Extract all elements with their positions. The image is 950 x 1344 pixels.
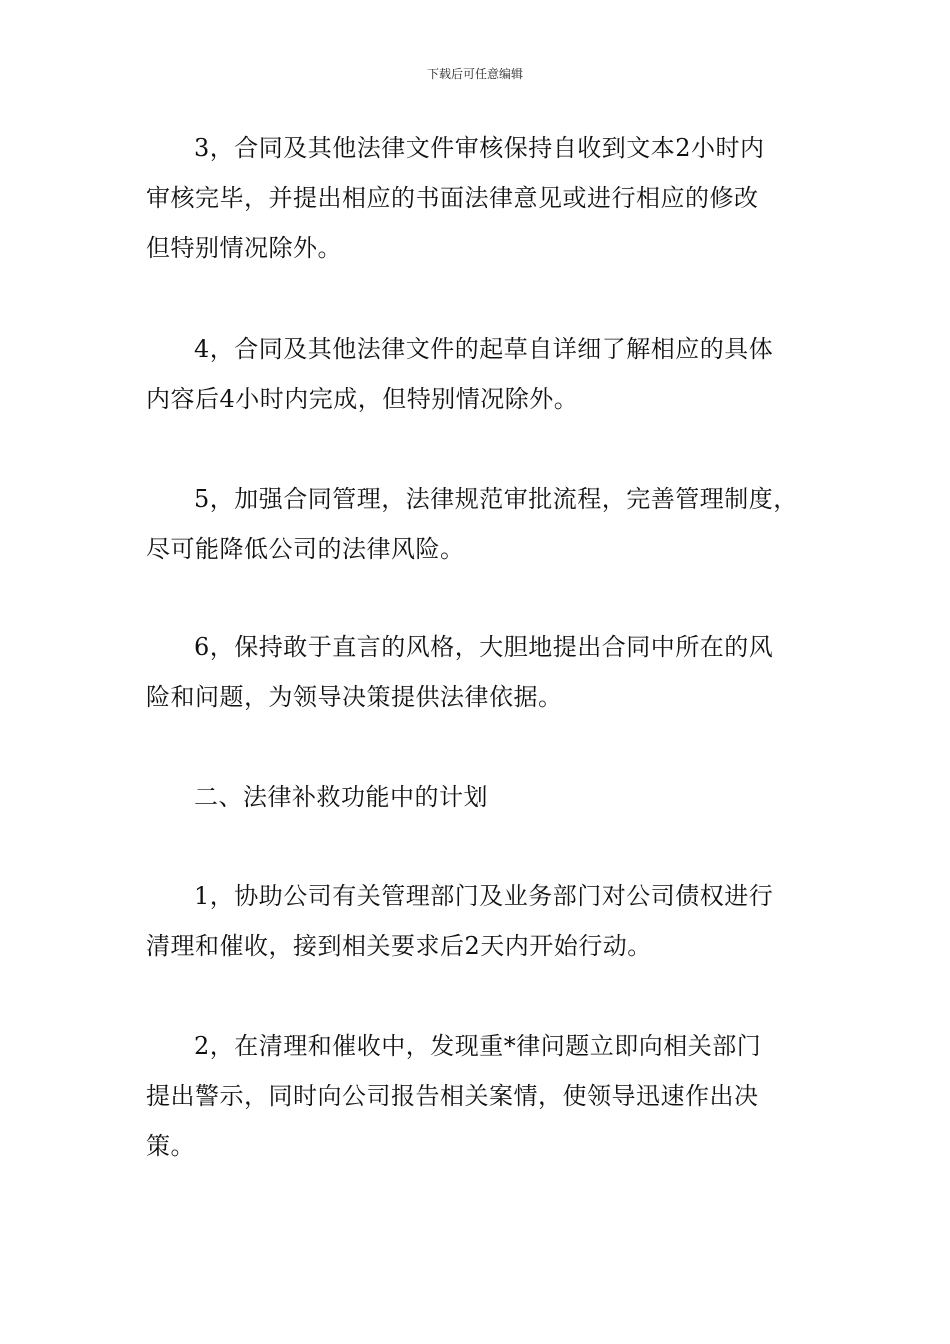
- paragraph-line: 尽可能降低公司的法律风险。: [146, 535, 465, 563]
- paragraph-line: 提出警示，同时向公司报告相关案情，使领导迅速作出决: [146, 1082, 759, 1110]
- paragraph-line: 1，协助公司有关管理部门及业务部门对公司债权进行: [194, 882, 774, 910]
- paragraph-line: 险和问题，为领导决策提供法律依据。: [146, 683, 563, 711]
- paragraph-line: 3，合同及其他法律文件审核保持自收到文本2小时内: [194, 134, 765, 162]
- paragraph-4: [146, 324, 826, 424]
- paragraph-1: [146, 871, 826, 971]
- paragraph-2: [146, 1021, 826, 1171]
- page-header: 下载后可任意编辑: [426, 67, 523, 81]
- paragraph-line: 清理和催收，接到相关要求后2天内开始行动。: [146, 932, 652, 960]
- paragraph-6: [146, 622, 826, 722]
- paragraph-3: [146, 123, 826, 273]
- paragraph-line: 审核完毕，并提出相应的书面法律意见或进行相应的修改: [146, 184, 759, 212]
- paragraph-line: 6，保持敢于直言的风格，大胆地提出合同中所在的风: [194, 633, 774, 661]
- paragraph-line: 5，加强合同管理，法律规范审批流程，完善管理制度，: [194, 485, 798, 513]
- paragraph-line: 4，合同及其他法律文件的起草自详细了解相应的具体: [194, 335, 774, 363]
- section-heading: [146, 772, 826, 822]
- paragraph-line: 但特别情况除外。: [146, 234, 342, 262]
- paragraph-5: [146, 474, 826, 574]
- section-heading-text: 二、法律补救功能中的计划: [194, 783, 488, 811]
- paragraph-line: 内容后4小时内完成，但特别情况除外。: [146, 385, 579, 413]
- paragraph-line: 策。: [146, 1132, 195, 1160]
- paragraph-line: 2，在清理和催收中，发现重*律问题立即向相关部门: [194, 1032, 762, 1060]
